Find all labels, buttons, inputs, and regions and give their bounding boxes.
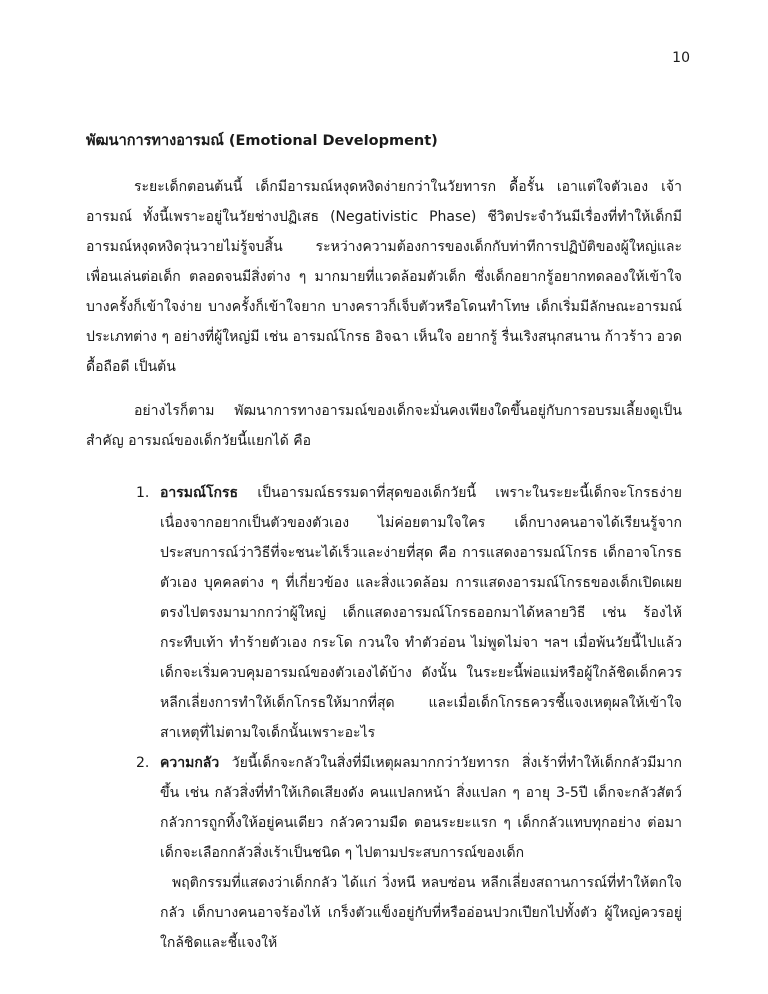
section-heading: พัฒนาการทางอารมณ์ (Emotional Development) [86,133,438,149]
paragraph-summary: อย่างไรก็ตาม พัฒนาการทางอารมณ์ของเด็กจะมั่นคงเพียงใดขึ้นอยู่กับการอบรมเลี้ยงดูเป็นสำคัญ อารมณ์ของเด็กวัยนี้แยกได้ คือ [86,403,682,449]
list-number: 1. [136,485,150,501]
list-number: 2. [136,755,150,771]
list-term: อารมณ์โกรธ [160,485,239,501]
list-item-fear [86,748,682,868]
paragraph-intro: ระยะเด็กตอนต้นนี้ เด็กมีอารมณ์หงุดหงิดง่ายกว่าในวัยทารก ดื้อรั้น เอาแต่ใจตัวเอง เจ้าอารมณ์ ทั้งนี้เพราะอยู่ในวัยช่างปฏิเสธ (Negativistic Phase) ชีวิตประจำวันมีเรื่องที่ทำให้เด็กมีอารมณ์หงุดหงิดวุ่นวายไม่รู้จบสิ้น ระหว่างความต้องการของเด็กกับท่าทีการปฏิบัติของผู้ใหญ่และเพื่อนเล่นต่อเด็ก ตลอดจนมีสิ่งต่าง ๆ มากมายที่แวดล้อมตัวเด็ก ซึ่งเด็กอยากรู้อยากทดลองให้เข้าใจ บางครั้งก็เข้าใจง่าย บางครั้งก็เข้าใจยาก บางคราวก็เจ็บตัวหรือโดนทำโทษ เด็กเริ่มมีลักษณะอารมณ์ประเภทต่าง ๆ อย่างที่ผู้ใหญ่มี เช่น อารมณ์โกรธ อิจฉา เห็นใจ อยากรู้ รื่นเริงสนุกสนาน ก้าวร้าว อวดดื้อถือดี เป็นต้น [86,179,682,375]
page-content [86,126,682,958]
list-text: เป็นอารมณ์ธรรมดาที่สุดของเด็กวัยนี้ เพราะในระยะนี้เด็กจะโกรธง่าย เนื่องจากอยากเป็นตัวของตัวเอง ไม่ค่อยตามใจใคร เด็กบางคนอาจได้เรียนรู้จากประสบการณ์ว่าวิธีที่จะชนะได้เร็วและง่ายที่สุด คือ การแสดงอารมณ์โกรธ เด็กอาจโกรธตัวเอง บุคคลต่าง ๆ ที่เกี่ยวข้อง และสิ่งแวดล้อม การแสดงอารมณ์โกรธของเด็กเปิดเผย ตรงไปตรงมามากกว่าผู้ใหญ่ เด็กแสดงอารมณ์โกรธออกมาได้หลายวิธี เช่น ร้องไห้ กระทืบเท้า ทำร้ายตัวเอง กระโด กวนใจ ทำตัวอ่อน ไม่พูดไม่จา ฯลฯ เมื่อพ้นวัยนี้ไปแล้ว เด็กจะเริ่มควบคุมอารมณ์ของตัวเองได้บ้าง ดังนั้น ในระยะนี้พ่อแม่หรือผู้ใกล้ชิดเด็กควรหลีกเลี่ยงการทำให้เด็กโกรธให้มากที่สุด และเมื่อเด็กโกรธควรชี้แจงเหตุผลให้เข้าใจสาเหตุที่ไม่ตามใจเด็กนั้นเพราะอะไร [160,485,682,741]
list-term: ความกลัว [160,755,220,771]
list-item-anger [86,478,682,748]
list-text: วัยนี้เด็กจะกลัวในสิ่งที่มีเหตุผลมากกว่าวัยทารก สิ่งเร้าที่ทำให้เด็กกลัวมีมากขึ้น เช่น กลัวสิ่งที่ทำให้เกิดเสียงดัง คนแปลกหน้า สิ่งแปลก ๆ อายุ 3-5ปี เด็กจะกลัวสัตว์ กลัวการถูกทิ้งให้อยู่คนเดียว กลัวความมืด ตอนระยะแรก ๆ เด็กกลัวแทบทุกอย่าง ต่อมาเด็กจะเลือกกลัวสิ่งเร้าเป็นชนิด ๆ ไปตามประสบการณ์ของเด็ก [160,755,682,861]
paragraph-fear-behavior: พฤติกรรมที่แสดงว่าเด็กกลัว ได้แก่ วิ่งหนี หลบซ่อน หลีกเลี่ยงสถานการณ์ที่ทำให้ตกใจกลัว เด็กบางคนอาจร้องไห้ เกร็งตัวแข็งอยู่กับที่หรืออ่อนปวกเปียกไปทั้งตัว ผู้ใหญ่ควรอยู่ใกล้ชิดและชี้แจงให้ [160,875,682,951]
emotion-list [86,478,682,868]
page-number: 10 [672,50,690,66]
